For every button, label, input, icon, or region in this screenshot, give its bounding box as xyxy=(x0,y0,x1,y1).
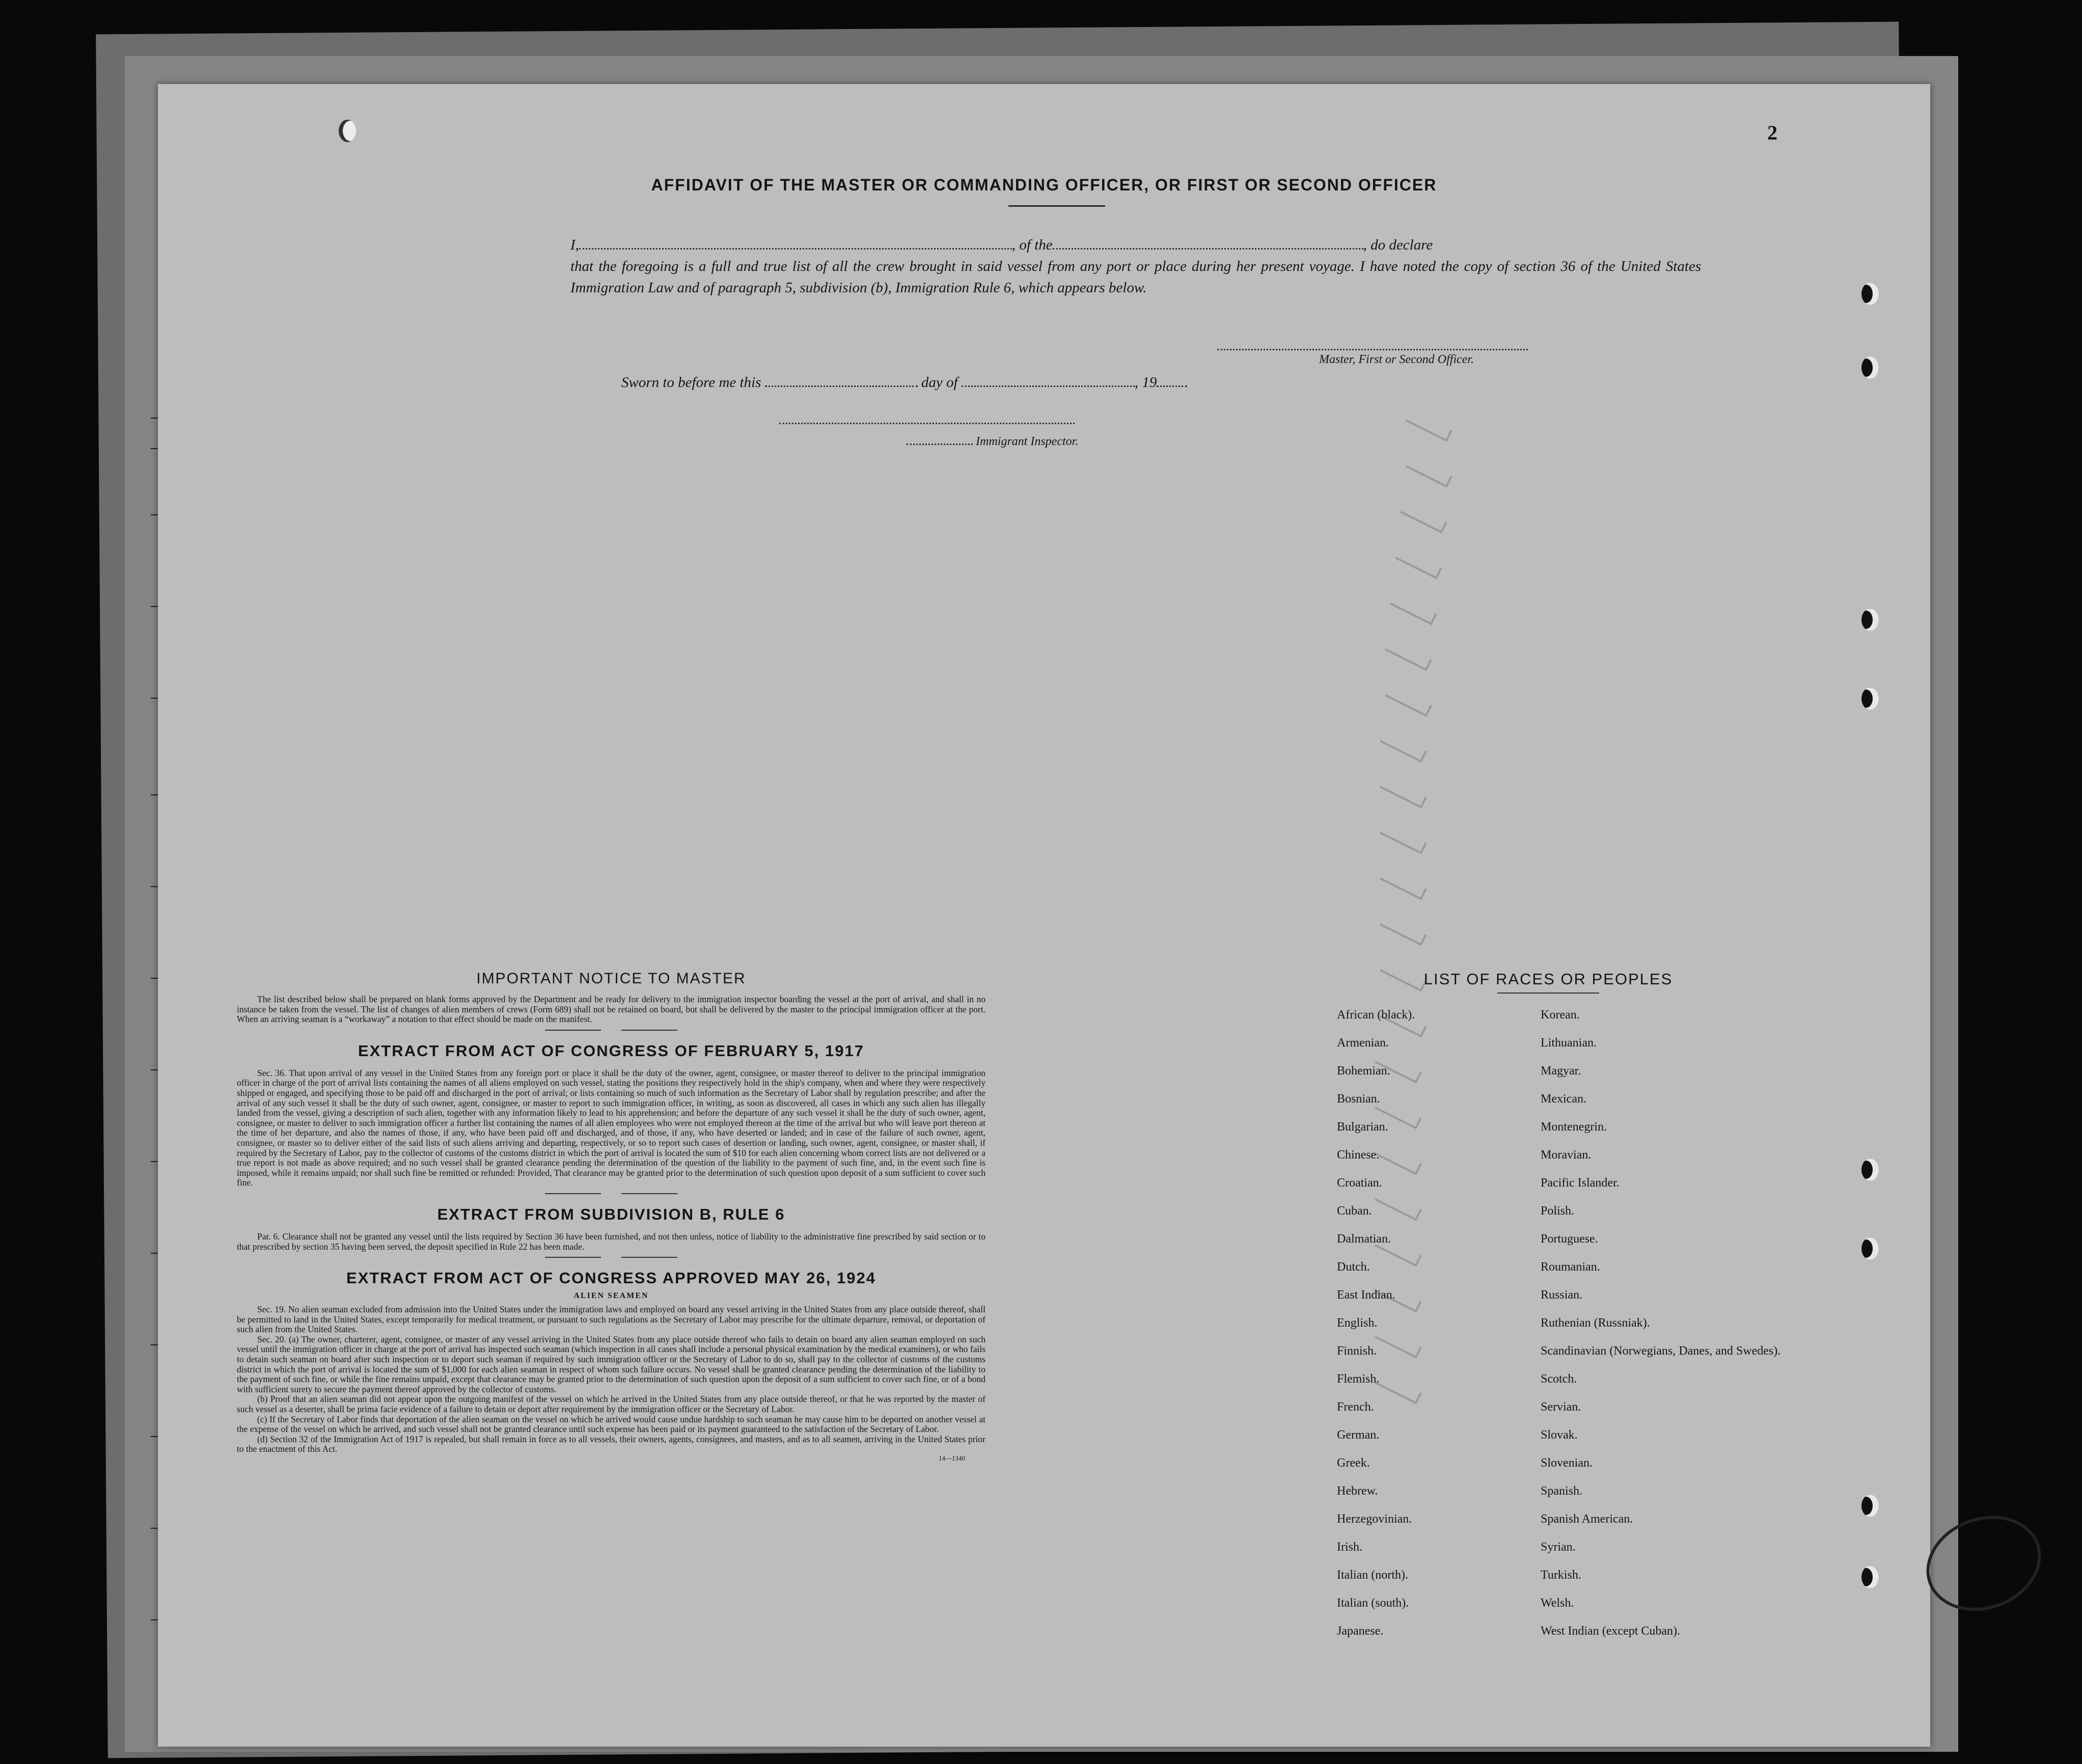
vessel-blank xyxy=(1053,237,1363,250)
race-item: Servian. xyxy=(1541,1400,1581,1414)
race-item: Croatian. xyxy=(1337,1176,1382,1190)
punch-hole-icon xyxy=(1861,1495,1879,1517)
affidavit-of-the: , of the xyxy=(1011,237,1053,253)
inspector-blank xyxy=(907,433,973,445)
extract-1917-title: EXTRACT FROM ACT OF CONGRESS OF FEBRUARY 5, 1917 xyxy=(358,1041,864,1060)
race-item: Ruthenian (Russniak). xyxy=(1541,1316,1650,1330)
extract-rule6-text: Par. 6. Clearance shall not be granted any vessel until the lists required by Section 36 have been furnished, and not then unless, notice of liability to the administrative fine prescribed by said section or to that prescribed by section 35 having been served, the deposit specified in Rule 22 has been made. xyxy=(237,1231,985,1252)
notice-column xyxy=(237,970,985,1463)
race-item: Dalmatian. xyxy=(1337,1232,1391,1246)
extract-1924-p2: Sec. 20. (a) The owner, charterer, agent, consignee, or master of any vessel arriving in the United States from any place outside thereof who fails to detain on board any alien seaman employed on such vessel until the immigration officer in charge at the port of arrival has inspected such seaman (which inspection in all cases shall include a personal physical examination by the medical examiners), or who fails to detain such seaman on board after such inspection or to deport such seaman if required by such immigration officer or the Secretary of Labor to do so, shall pay to the collector of customs of the customs district in which the port of arrival is located the sum of $1,000 for each alien seaman in respect of whom such failure occurs. No vessel shall be granted clearance pending the determination of the liability to the payment of such fine, or while the fine remains unpaid, except that clearance may be granted prior to the determination of such question upon the deposit of a sum sufficient to cover such fine, or of a bond with sufficient surety to secure the payment thereof approved by the collector of customs. xyxy=(237,1334,985,1394)
race-item: Spanish American. xyxy=(1541,1512,1633,1526)
edge-tick xyxy=(151,794,158,795)
race-item: Mexican. xyxy=(1541,1092,1586,1106)
extract-1924-p3: (b) Proof that an alien seaman did not appear upon the outgoing manifest of the vessel on which he arrived in the United States from any place outside thereof, or that he was reported by the master of such vessel as a deserter, shall be prima facie evidence of a failure to detain or deport after requirement by the immigration officer or the Secretary of Labor. xyxy=(237,1394,985,1415)
race-item: Armenian. xyxy=(1337,1036,1389,1050)
races-list xyxy=(1255,1009,1841,1653)
race-item: Portuguese. xyxy=(1541,1232,1598,1246)
inspector-label-text: Immigrant Inspector. xyxy=(976,435,1079,448)
year-blank xyxy=(1157,375,1187,387)
edge-tick xyxy=(151,1619,158,1620)
races-rule xyxy=(1497,993,1599,994)
race-item: Bulgarian. xyxy=(1337,1120,1388,1134)
edge-tick xyxy=(151,978,158,979)
race-item: Cuban. xyxy=(1337,1204,1372,1218)
extract-1924-p4: (c) If the Secretary of Labor finds that deportation of the alien seaman on the vessel on which he arrived would cause undue hardship to such seaman he may cause him to be deported on another vessel at the expense of the vessel on which he arrived, and such vessel shall not be granted clearance until such expense has been paid or its payment guaranteed to the satisfaction of the Secretary of Labor. xyxy=(237,1414,985,1435)
edge-tick xyxy=(151,418,158,419)
race-item: Roumanian. xyxy=(1541,1260,1600,1274)
edge-tick xyxy=(151,886,158,887)
race-item: Bohemian. xyxy=(1337,1064,1390,1078)
race-item: Chinese. xyxy=(1337,1148,1380,1162)
affidavit-declare: , do declare xyxy=(1363,237,1433,253)
race-item: Dutch. xyxy=(1337,1260,1370,1274)
races-title: LIST OF RACES OR PEOPLES xyxy=(1423,970,1673,988)
race-item: Syrian. xyxy=(1541,1540,1576,1554)
edge-tick xyxy=(151,1528,158,1529)
sworn-text-c: , 19 xyxy=(1134,374,1157,391)
race-item: East Indian. xyxy=(1337,1288,1395,1302)
race-item: Turkish. xyxy=(1541,1568,1581,1582)
affidavit-title: AFFIDAVIT OF THE MASTER OR COMMANDING OFFICER, OR FIRST OR SECOND OFFICER xyxy=(651,176,1437,194)
notice-title: IMPORTANT NOTICE TO MASTER xyxy=(476,970,746,987)
race-item: Magyar. xyxy=(1541,1064,1581,1078)
title-rule xyxy=(1008,205,1105,207)
extract-1924-p5: (d) Section 32 of the Immigration Act of 1917 is repealed, but shall remain in force as to all vessels, their owners, agents, consignees, and masters, and as to all seamen, arriving in the United States prior to the enactment of this Act. xyxy=(237,1434,985,1454)
extract-1917-text: Sec. 36. That upon arrival of any vessel in the United States from any foreign port or place it shall be the duty of the owner, agent, consignee, or master thereof to deliver to the principal immigration officer in charge of the port of arrival lists containing the names of all aliens employed on such vessel, stating the positions they respectively hold in the ship's company, when and where they were respectively shipped or engaged, and specifying those to be paid off and discharged in the port of arrival; or lists containing so much of such information as the Secretary of Labor shall by regulation prescribe; and after the arrival of any such vessel it shall be the duty of such owner, agent, consignee, or master to report to such immigration officer, in writing, as soon as discovered, all cases in which any such alien has illegally landed from the vessel, giving a description of such alien, together with any information likely to lead to his apprehension; and before the departure of any such vessel it shall be the duty of such owner, agent, consignee, or master to deliver to such immigration officer a further list containing the names of all alien employees who were not employed thereon at the time of the arrival but who will leave port thereon at the time of her departure, and also the names of those, if any, who have been paid off and discharged, and of those, if any, who have deserted or landed; and in case of the failure of such owner, agent, consignee, or master so to deliver either of the said lists of such aliens arriving and departing, respectively, or so to report such cases of desertion or landing, such owner, agent, consignee, or master shall, if required by the Secretary of Labor, pay to the collector of customs of the customs district in which the port of arrival is located the sum of $10 for each alien concerning whom correct lists are not delivered or a true report is not made as above required; and no such vessel shall be granted clearance pending the determination of the question of the liability to the payment of such fine, and, in the event such fine is imposed, while it remains unpaid; nor shall such fine be remitted or refunded: Provided, That clearance may be granted prior to the determination of such question upon deposit of a sum sufficient to cover such fine. xyxy=(237,1067,985,1188)
race-item: Russian. xyxy=(1541,1288,1583,1302)
edge-tick xyxy=(151,698,158,699)
month-blank xyxy=(962,375,1135,387)
edge-tick xyxy=(151,1344,158,1345)
affidavit-text xyxy=(570,234,1701,298)
race-item: Scandinavian (Norwegians, Danes, and Swedes). xyxy=(1541,1344,1781,1358)
sworn-text-a: Sworn to before me this xyxy=(621,374,765,391)
divider xyxy=(545,1257,677,1260)
divider xyxy=(545,1030,677,1033)
punch-hole-icon xyxy=(1861,687,1879,710)
extract-1924-title: EXTRACT FROM ACT OF CONGRESS APPROVED MAY 26, 1924 xyxy=(346,1269,876,1287)
edge-tick xyxy=(151,1436,158,1437)
signature-line xyxy=(1217,349,1528,350)
manifest-page xyxy=(158,84,1930,1747)
punch-hole-icon xyxy=(1861,1159,1879,1181)
sworn-line xyxy=(621,374,1187,391)
race-item: Lithuanian. xyxy=(1541,1036,1597,1050)
race-item: Irish. xyxy=(1337,1540,1362,1554)
race-item: African (black). xyxy=(1337,1008,1415,1022)
inspector-label xyxy=(907,433,1078,449)
edge-tick xyxy=(151,1069,158,1070)
race-item: Japanese. xyxy=(1337,1624,1384,1638)
race-item: Slovenian. xyxy=(1541,1456,1593,1470)
form-number: 14—1340 xyxy=(939,1454,965,1462)
race-item: Herzegovinian. xyxy=(1337,1512,1412,1526)
race-item: Greek. xyxy=(1337,1456,1370,1470)
race-item: Hebrew. xyxy=(1337,1484,1378,1498)
race-item: Montenegrin. xyxy=(1541,1120,1607,1134)
edge-tick xyxy=(151,1161,158,1162)
race-item: Welsh. xyxy=(1541,1596,1574,1610)
extract-1924-p1: Sec. 19. No alien seaman excluded from admission into the United States under the immigration laws and employed on board any vessel arriving in the United States from any place outside thereof, shall be permitted to land in the United States, except temporarily for medical treatment, or pursuant to such regulations as the Secretary of Labor may prescribe for the ultimate departure, removal, or deportation of such alien from the United States. xyxy=(237,1304,985,1335)
inspector-line xyxy=(779,423,1075,424)
race-item: German. xyxy=(1337,1428,1380,1442)
alien-seamen-heading: ALIEN SEAMEN xyxy=(573,1291,649,1301)
race-item: Slovak. xyxy=(1541,1428,1578,1442)
race-item: Spanish. xyxy=(1541,1484,1583,1498)
punch-hole-icon xyxy=(1861,283,1879,305)
race-item: West Indian (except Cuban). xyxy=(1541,1624,1680,1638)
edge-tick xyxy=(151,514,158,515)
race-item: Bosnian. xyxy=(1337,1092,1380,1106)
name-blank xyxy=(579,237,1012,250)
edge-tick xyxy=(151,606,158,607)
punch-hole-icon xyxy=(339,120,356,142)
edge-tick xyxy=(151,448,158,449)
race-item: Flemish. xyxy=(1337,1372,1380,1386)
edge-tick xyxy=(151,1253,158,1254)
race-item: Scotch. xyxy=(1541,1372,1577,1386)
race-item: Finnish. xyxy=(1337,1344,1377,1358)
extract-rule6-title: EXTRACT FROM SUBDIVISION B, RULE 6 xyxy=(437,1205,785,1223)
punch-hole-icon xyxy=(1861,609,1879,631)
race-item: French. xyxy=(1337,1400,1374,1414)
notice-text: The list described below shall be prepared on blank forms approved by the Department and be ready for delivery to the immigration inspector boarding the vessel at the port of arrival, and shall in no instance be taken from the vessel. The list of changes of alien members of crews (Form 689) shall not be retained on board, but shall be delivered by the master to the principal immigration officer at the port. When an arriving seaman is a “workaway” a notation to that effect should be made on the manifest. xyxy=(237,994,985,1025)
race-item: Polish. xyxy=(1541,1204,1575,1218)
race-item: Pacific Islander. xyxy=(1541,1176,1620,1190)
sworn-text-b: day of xyxy=(917,374,962,391)
race-item: Italian (south). xyxy=(1337,1596,1409,1610)
affidavit-i: I, xyxy=(570,237,579,253)
race-item: Italian (north). xyxy=(1337,1568,1408,1582)
page-label: 2 xyxy=(1767,121,1777,144)
race-item: Moravian. xyxy=(1541,1148,1592,1162)
affidavit-body: that the foregoing is a full and true list of all the crew brought in said vessel from any port or place during her present voyage. I have noted the copy of section 36 of the United States Immigration Law and of paragraph 5, subdivision (b), Immigration Rule 6, which appears below. xyxy=(570,258,1701,296)
race-item: Korean. xyxy=(1541,1008,1580,1022)
day-blank xyxy=(765,375,918,387)
race-item: English. xyxy=(1337,1316,1378,1330)
signature-label: Master, First or Second Officer. xyxy=(1319,353,1474,366)
punch-hole-icon xyxy=(1861,1237,1879,1260)
divider xyxy=(545,1193,677,1196)
punch-hole-icon xyxy=(1861,356,1879,379)
races-column xyxy=(1255,970,1841,1653)
punch-hole-icon xyxy=(1861,1566,1879,1588)
